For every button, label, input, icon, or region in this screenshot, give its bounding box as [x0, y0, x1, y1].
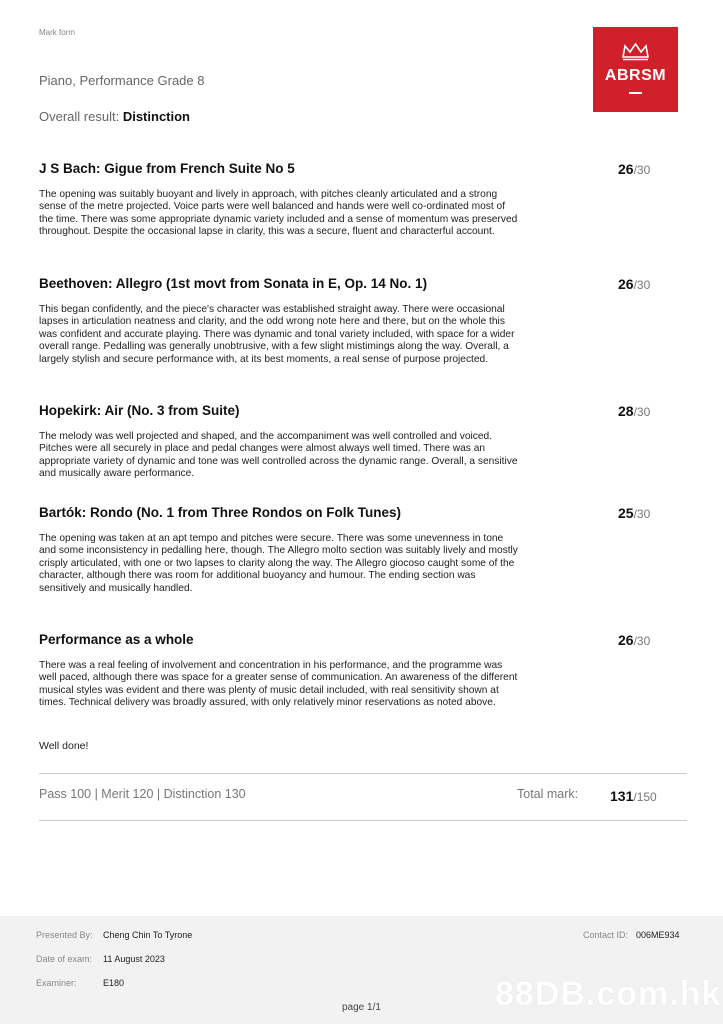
piece-mark	[618, 161, 650, 177]
contact-id-value: 006ME934	[636, 930, 680, 940]
logo-text: ABRSM	[604, 67, 667, 84]
exam-date-label: Date of exam:	[36, 954, 93, 964]
mark-value: 26	[618, 161, 634, 177]
mark-out-of: /30	[633, 405, 651, 419]
grade-boundaries: Pass 100 | Merit 120 | Distinction 130	[39, 787, 246, 801]
examiner-label: Examiner:	[36, 978, 77, 988]
exam-title: Piano, Performance Grade 8	[39, 73, 205, 88]
crown-icon	[593, 41, 678, 61]
total-mark-label: Total mark:	[517, 787, 579, 801]
piece-mark	[618, 403, 650, 419]
mark-out-of: /30	[633, 278, 651, 292]
piece-block	[39, 632, 684, 709]
total-mark	[610, 788, 657, 804]
piece-mark	[618, 276, 650, 292]
piece-title: Performance as a whole	[39, 632, 194, 647]
total-mark-value: 131	[610, 788, 634, 804]
mark-out-of: /30	[633, 163, 651, 177]
contact-id-label: Contact ID:	[583, 930, 629, 940]
mark-out-of: /30	[633, 634, 651, 648]
total-mark-out-of: /150	[633, 790, 657, 804]
piece-block	[39, 403, 684, 480]
presented-by-value: Cheng Chin To Tyrone	[103, 930, 193, 940]
piece-comment: This began confidently, and the piece's character was established straight away. There were occasional lapses in articulation neatness and clarity, and the odd wrong note here and there, but on the whole this was confident and accurate playing. There was dynamic and tonal variety included, with space for a wider overall range. Pedalling was generally unobtrusive, with a few slight mistimings along the way. Overall, a largely stylish and secure performance with, at its best moments, a real sense of purpose projected.	[39, 304, 515, 365]
divider	[39, 773, 687, 774]
piece-mark	[618, 632, 650, 648]
piece-title: Beethoven: Allegro (1st movt from Sonata in E, Op. 14 No. 1)	[39, 276, 428, 291]
mark-value: 25	[618, 505, 634, 521]
piece-block	[39, 505, 684, 594]
piece-title: Bartók: Rondo (No. 1 from Three Rondos on Folk Tunes)	[39, 505, 401, 520]
piece-comment: The opening was taken at an apt tempo and pitches were secure. There was some unevenness in tone and some inconsistency in pedalling here, though. The Allegro molto section was suitably lively and mostly crisply articulated, with one or two lapses to clarity along the way. The Allegro giocoso caught some of the character, although there was room for additional buoyancy and humour. The ending section was sensitively and musically handled.	[39, 533, 518, 594]
piece-block	[39, 276, 684, 365]
examiner-value: E180	[103, 978, 125, 988]
piece-title: Hopekirk: Air (No. 3 from Suite)	[39, 403, 240, 418]
abrsm-logo	[593, 27, 678, 112]
watermark: 88DB.com.hk	[495, 975, 722, 1013]
page-number: page 1/1	[342, 1002, 381, 1013]
piece-comment: There was a real feeling of involvement and concentration in his performance, and the programme was well paced, although there was space for a greater sense of communication. An awareness of the different musical styles was evident and there was plenty of music detail included, with real sensitivity shown at times. Technical delivery was broadly assured, with only relatively minor reservations as noted above.	[39, 660, 518, 709]
mark-value: 28	[618, 403, 634, 419]
logo-bar	[629, 92, 642, 94]
form-label: Mark form	[39, 28, 75, 37]
overall-result	[39, 109, 190, 124]
mark-value: 26	[618, 276, 634, 292]
piece-mark	[618, 505, 650, 521]
presented-by-label: Presented By:	[36, 930, 93, 940]
mark-out-of: /30	[633, 507, 651, 521]
exam-date-value: 11 August 2023	[103, 954, 165, 964]
divider	[39, 820, 687, 821]
piece-comment: The opening was suitably buoyant and lively in approach, with pitches cleanly articulated and a strong sense of the metre projected. Voice parts were well balanced and hands were well co-ordinated most of the time. There was some appropriate dynamic variety included and a sense of momentum was preserved throughout. Despite the occasional lapse in clarity, this was a secure, fluent and characterful account.	[39, 189, 518, 238]
piece-comment: The melody was well projected and shaped, and the accompaniment was well controlled and voiced. Pitches were all securely in place and pedal changes were almost always well timed. There was an appropriate variety of dynamic and tone was well controlled across the dynamic range. Overall, a sensitive and musically aware performance.	[39, 431, 518, 480]
overall-result-label: Overall result:	[39, 109, 120, 124]
mark-value: 26	[618, 632, 634, 648]
piece-block	[39, 161, 684, 238]
closing-remark: Well done!	[39, 740, 89, 752]
overall-result-value: Distinction	[122, 109, 190, 124]
piece-title: J S Bach: Gigue from French Suite No 5	[39, 161, 295, 176]
